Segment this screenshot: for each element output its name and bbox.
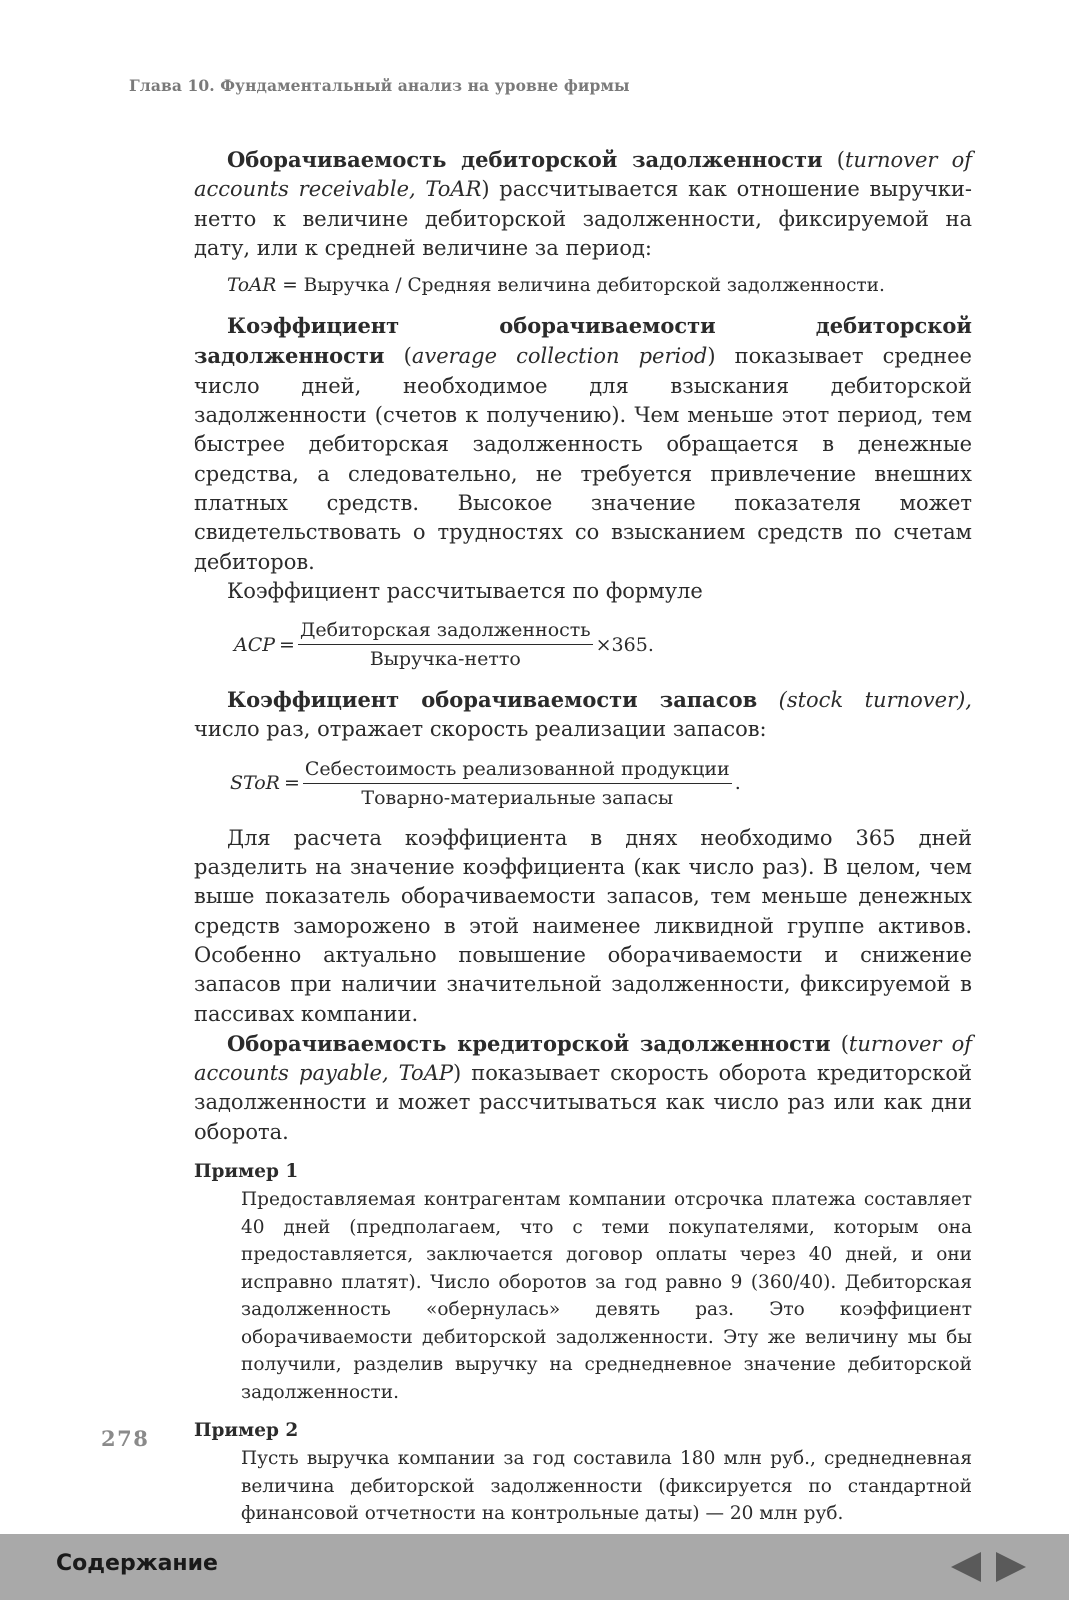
stor-text: число раз, отражает скорость реализации запасов: bbox=[194, 717, 767, 742]
english-acp: average collection period bbox=[411, 344, 708, 369]
toar-text: ) рассчитывается как отношение выручки-нетто к величине дебиторской задолженности, фиксируемой на дату, или к средней величине за период: bbox=[194, 177, 972, 260]
term-stor: Коэффициент оборачиваемости запасов bbox=[227, 687, 758, 713]
formula-acp-eq: = bbox=[279, 633, 295, 656]
formula-acp-lhs: ACP bbox=[234, 633, 276, 656]
formula-acp bbox=[234, 618, 972, 671]
formula-stor-denominator: Товарно-материальные запасы bbox=[361, 786, 674, 809]
formula-acp-tail: ×365. bbox=[595, 633, 654, 656]
term-toap: Оборачиваемость кредиторской задолженности bbox=[227, 1030, 831, 1056]
paren: ( bbox=[830, 1031, 849, 1056]
paragraph-stor-text: Для расчета коэффициента в днях необходимо 365 дней разделить на значение коэффициента (как число раз). В целом, чем выше показатель оборачиваемости запасов, тем меньше денежных средств заморожено в этой наименее ликвидной группе активов. Особенно актуально повышение оборачиваемости и снижение запасов при наличии значительной задолженности, фиксируемой в пассивах компании. bbox=[194, 825, 972, 1026]
triangle-left-icon[interactable] bbox=[951, 1552, 981, 1582]
formula-stor-tail: . bbox=[734, 772, 741, 795]
formula-toar-lhs: ToAR bbox=[227, 275, 277, 297]
term-acp: Коэффициент оборачиваемости дебиторской задолженности bbox=[194, 313, 972, 369]
example-2-title: Пример 2 bbox=[194, 1420, 299, 1442]
formula-stor-fraction bbox=[303, 757, 732, 810]
running-header: Глава 10. Фундаментальный анализ на уровне фирмы bbox=[129, 76, 630, 95]
navigation-footer bbox=[0, 1534, 1069, 1600]
page-content bbox=[194, 145, 972, 1528]
formula-stor-lhs: SToR bbox=[230, 772, 280, 795]
table-of-contents-link[interactable]: Содержание bbox=[56, 1551, 218, 1576]
acp-text: ) показывает среднее число дней, необходимое для взыскания дебиторской задолженности (счетов к получению). Чем меньше этот период, тем быстрее дебиторская задолженность обращается в денежные средства, а следовательно, не требуется привлечение внешних платных средств. Высокое значение показателя может свидетельствовать о трудностях со взысканием средств по счетам дебиторов. bbox=[194, 344, 972, 574]
english-toap: turnover of accounts payable, ToAP bbox=[194, 1031, 973, 1086]
example-2-text: Пусть выручка компании за год составила 180 млн руб., среднедневная величина дебиторской задолженности (фиксируется по стандартной финансовой отчетности на контрольные даты) — 20 млн руб. bbox=[241, 1448, 972, 1525]
paragraph-acp-intro: Коэффициент рассчитывается по формуле bbox=[227, 578, 703, 603]
page-number: 278 bbox=[101, 1426, 150, 1451]
english-toar: turnover of accounts receivable, ToAR bbox=[194, 148, 972, 202]
example-1-text: Предоставляемая контрагентам компании отсрочка платежа составляет 40 дней (предполагаем, что с теми покупателями, которым она предоставляется, заключается договор оплаты через 40 дней, и они исправно платят). Число оборотов за год равно 9 (360/40). Дебиторская задолженность «обернулась» девять раз. Это коэффициент оборачиваемости дебиторской задолженности. Эту же величину мы бы получили, разделив выручку на среднедневное значение дебиторской задолженности. bbox=[241, 1189, 972, 1403]
paragraph-stor bbox=[194, 685, 972, 745]
term-toar: Оборачиваемость дебиторской задолженности bbox=[227, 147, 823, 172]
paragraph-acp bbox=[194, 311, 972, 577]
formula-stor-eq: = bbox=[283, 772, 300, 795]
example-1-title: Пример 1 bbox=[194, 1161, 299, 1183]
paren: ( bbox=[384, 344, 412, 369]
triangle-right-icon[interactable] bbox=[996, 1552, 1026, 1582]
paren: ( bbox=[822, 148, 845, 172]
formula-stor bbox=[230, 757, 972, 810]
english-stor: (stock turnover), bbox=[757, 688, 972, 713]
formula-stor-numerator: Себестоимость реализованной продукции bbox=[303, 757, 732, 784]
paragraph-toar bbox=[194, 145, 972, 263]
formula-acp-numerator: Дебиторская задолженность bbox=[298, 618, 593, 645]
formula-acp-fraction bbox=[298, 618, 593, 671]
toap-text: ) показывает скорость оборота кредиторской задолженности и может рассчитываться как число раз или как дни оборота. bbox=[194, 1061, 972, 1144]
formula-toar bbox=[227, 273, 972, 299]
formula-acp-denominator: Выручка-нетто bbox=[369, 648, 521, 671]
formula-toar-rhs: = Выручка / Средняя величина дебиторской задолженности. bbox=[276, 275, 885, 297]
paragraph-toap bbox=[194, 1029, 972, 1147]
